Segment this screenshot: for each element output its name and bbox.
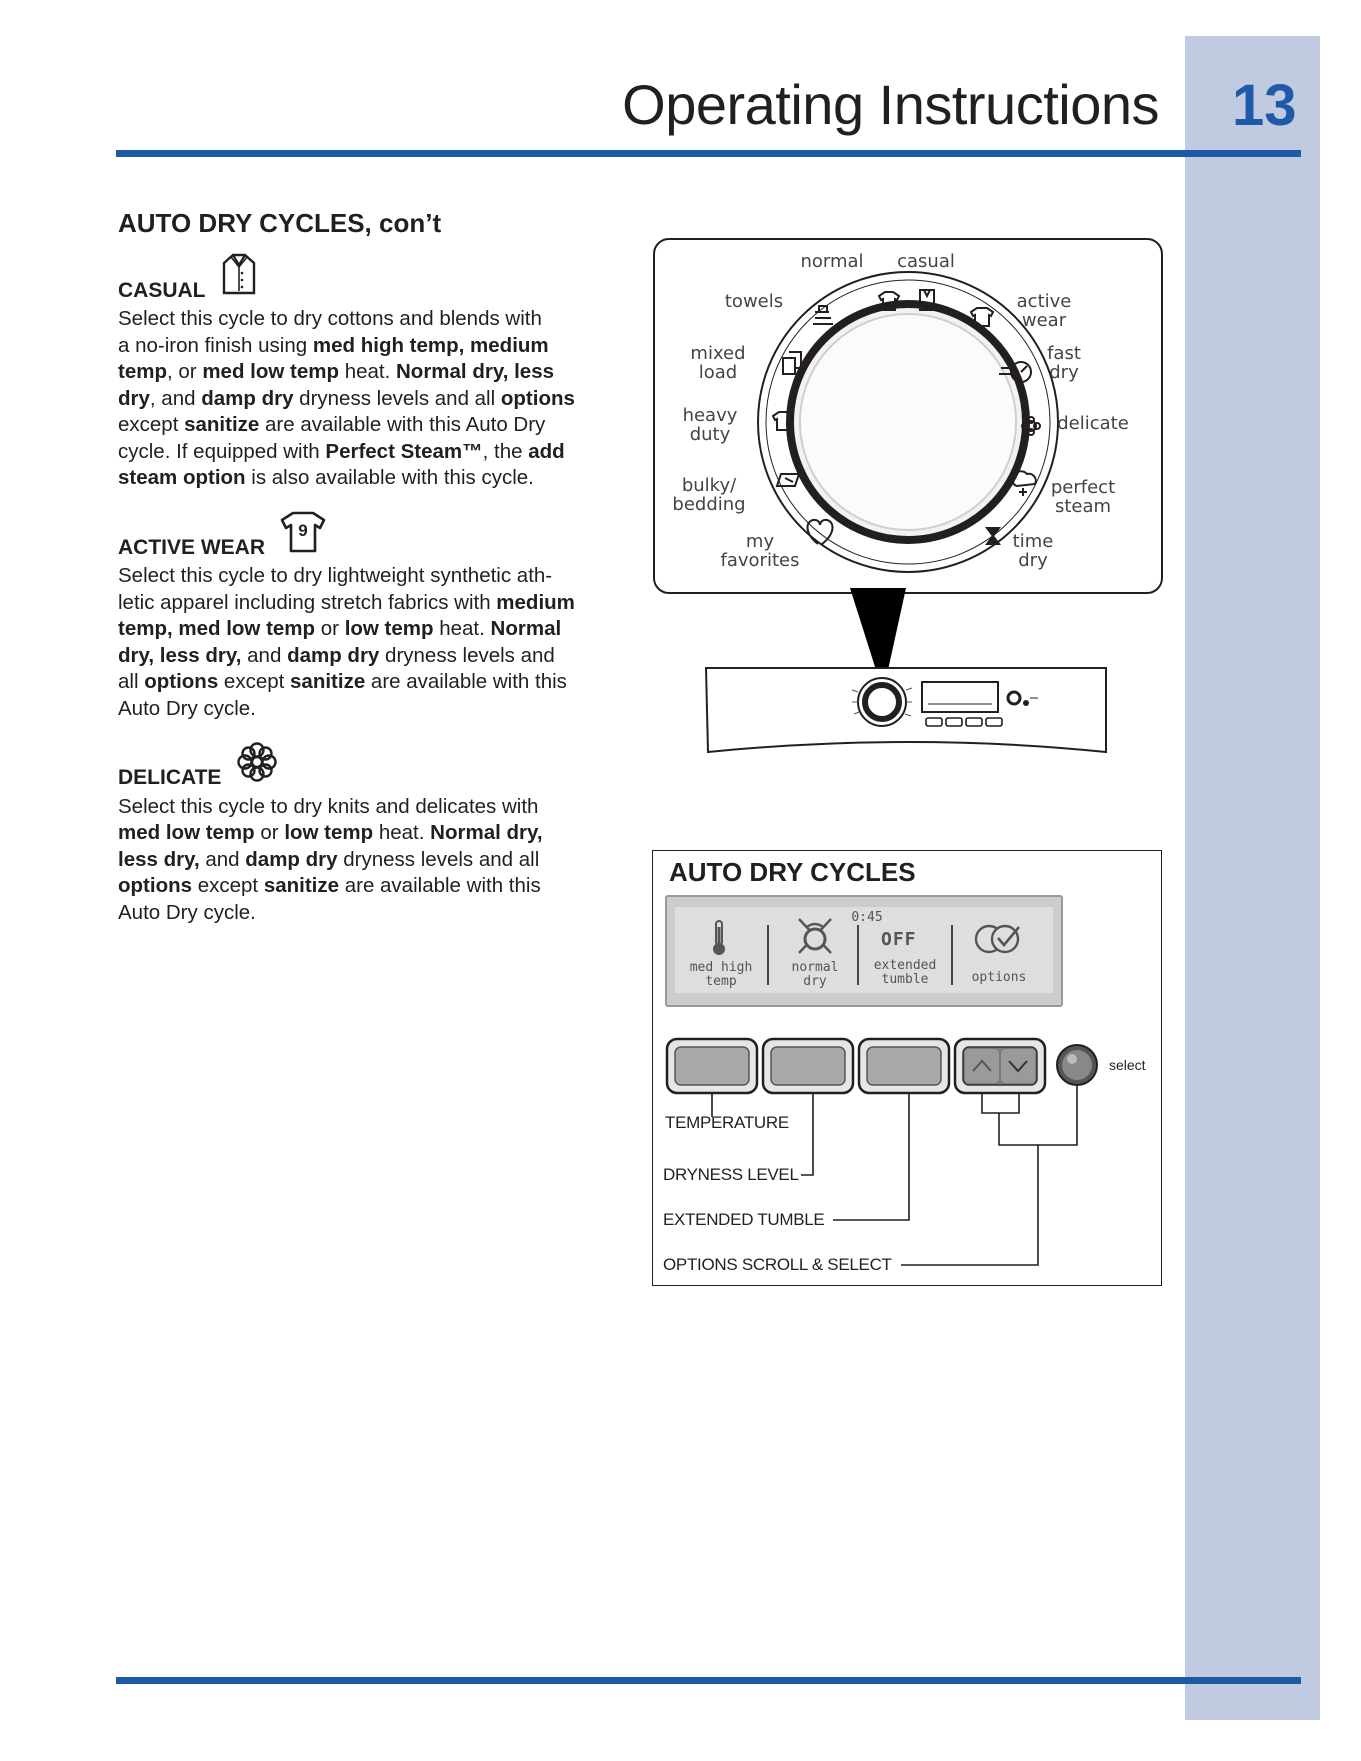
dial-label-mixed-load: mixed load [690,343,746,383]
temp-display-label: med high temp [689,960,753,989]
cycle-delicate [118,740,628,926]
dial-label-my-favorites: my favorites [720,531,800,571]
page-number: 13 [1232,73,1297,138]
dial-label-delicate: delicate [1057,413,1129,434]
tumble-display-label: extended tumble [873,958,937,987]
description-line: steam option is also available with this cycle. [118,466,534,489]
description-line: options except sanitize are available with this [118,874,541,897]
dial-label-bulky-bedding: bulky/ bedding [672,475,746,515]
text-column [118,210,628,944]
tumble-status: OFF [881,929,917,950]
cycle-description [118,563,628,722]
cycle-description [118,794,628,927]
svg-text:9: 9 [298,520,308,540]
footer-rule [116,1677,1301,1684]
jersey-icon [279,510,327,562]
select-label: select [1109,1057,1146,1073]
description-line: a no-iron finish using med high temp, medium [118,333,549,357]
cycle-name: DELICATE [118,766,222,789]
description-line: less dry, and damp dry dryness levels and all [118,847,540,871]
description-line: dry, less dry, and damp dry dryness levels and [118,643,555,667]
callout-temperature: TEMPERATURE [665,1113,789,1132]
cycle-description [118,306,628,492]
description-line: Select this cycle to dry lightweight synthetic ath- [118,564,553,587]
dryness-display-label: normal dry [791,960,839,989]
cycle-active-wear [118,510,628,723]
auto-dry-controls-diagram [652,850,1162,1286]
cycle-name: CASUAL [118,278,206,302]
dial-label-perfect-steam: perfect steam [1050,477,1116,517]
dial-label-fast-dry: fast dry [1047,343,1081,383]
options-scroll-buttons[interactable] [955,1039,1045,1093]
dial-label-time-dry: time dry [1012,531,1054,571]
select-button[interactable] [1057,1045,1097,1085]
dryness-level-button[interactable] [763,1039,853,1093]
dial-label-towels: towels [724,291,784,312]
side-tab [1185,36,1320,1720]
description-line: Select this cycle to dry cottons and blends with [118,307,542,330]
header-rule [116,150,1301,157]
dial-label-casual: casual [897,251,955,272]
extended-tumble-button[interactable] [859,1039,949,1093]
description-line: all options except sanitize are available with this [118,670,567,693]
control-panel-title: AUTO DRY CYCLES [669,857,916,887]
dryer-console-illustration [700,586,1110,756]
description-line: dry, and damp dry dryness levels and all options [118,386,575,410]
description-line: Auto Dry cycle. [118,900,256,924]
description-line: temp, or med low temp heat. Normal dry, less [118,360,554,383]
options-display-label: options [971,970,1027,985]
cycle-casual [118,251,628,492]
shirt-icon [220,251,258,305]
callout-dryness-level: DRYNESS LEVEL [663,1165,799,1184]
temperature-button[interactable] [667,1039,757,1093]
callout-extended-tumble: EXTENDED TUMBLE [663,1210,825,1229]
description-line: temp, med low temp or low temp heat. Normal [118,617,562,640]
description-line: Auto Dry cycle. [118,696,256,720]
description-line: letic apparel including stretch fabrics with medium [118,590,575,614]
time-readout: 0:45 [851,910,883,925]
dial-label-active-wear: active wear [1016,291,1072,331]
dial-label-heavy-duty: heavy duty [682,405,738,445]
description-line: Select this cycle to dry knits and delicates with [118,794,539,818]
page-title: Operating Instructions [622,73,1159,136]
description-line: except sanitize are available with this Auto Dry [118,413,546,436]
cycle-dial-illustration [653,238,1163,594]
description-line: med low temp or low temp heat. Normal dry, [118,821,543,844]
description-line: cycle. If equipped with Perfect Steam™, the add [118,439,565,463]
section-heading: AUTO DRY CYCLES, con’t [118,208,442,238]
callout-options-scroll-select: OPTIONS SCROLL & SELECT [663,1255,892,1274]
flower-icon [235,740,279,792]
cycle-name: ACTIVE WEAR [118,535,265,559]
dial-label-normal: normal [800,251,864,272]
